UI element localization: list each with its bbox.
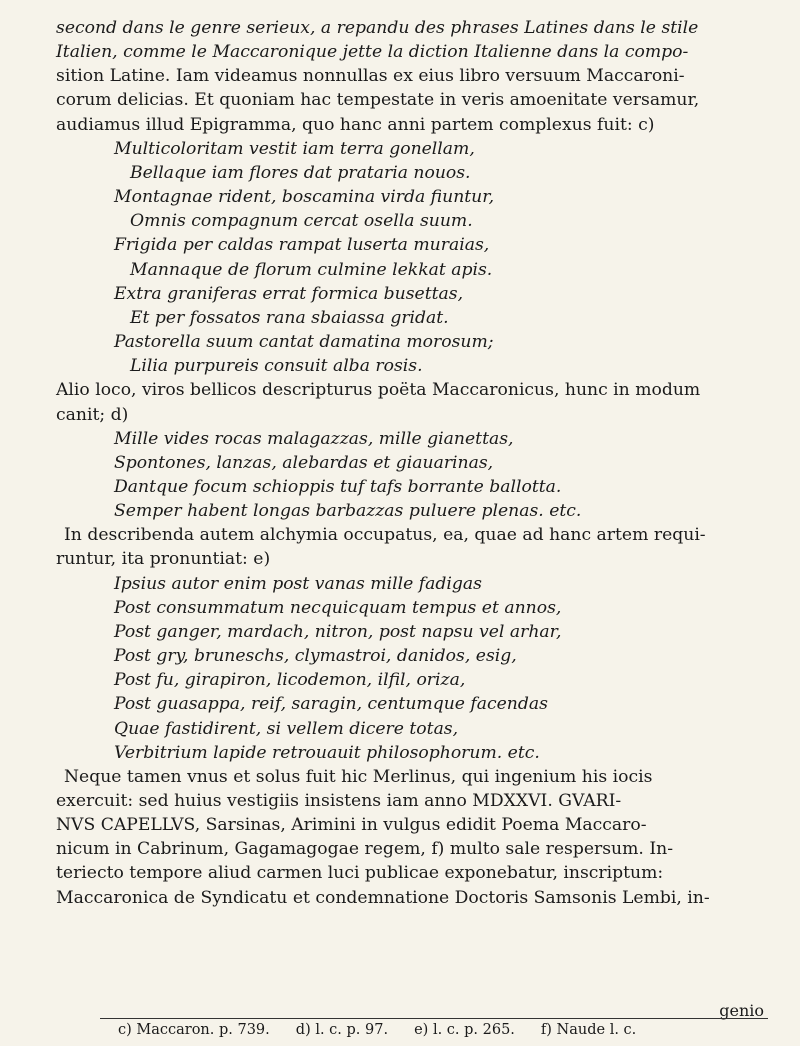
footnote-rule bbox=[100, 1018, 768, 1019]
text-line: nicum in Cabrinum, Gagamagogae regem, f) multo sale respersum. In- bbox=[56, 839, 674, 860]
verse-line: Mille vides rocas malagazzas, mille gianettas, bbox=[114, 428, 514, 449]
text-line: In describenda autem alchymia occupatus, ea, quae ad hanc artem requi- bbox=[64, 525, 706, 546]
verse-line: Pastorella suum cantat damatina morosum; bbox=[114, 332, 494, 353]
verse-line: Montagnae rident, boscamina virda fiuntur, bbox=[114, 187, 495, 208]
footnote-c: c) Maccaron. p. 739. bbox=[118, 1022, 270, 1038]
verse-line: Omnis compagnum cercat osella suum. bbox=[130, 211, 473, 232]
verse-line: Dantque focum schioppis tuf tafs borrante ballotta. bbox=[114, 476, 562, 497]
verse-line: Post guasappa, reif, saragin, centumque facendas bbox=[114, 694, 548, 715]
text-line: exercuit: sed huius vestigiis insistens iam anno MDXXVI. GVARI- bbox=[56, 791, 622, 811]
footnote-d: d) l. c. p. 97. bbox=[295, 1022, 389, 1038]
text-line: audiamus illud Epigramma, quo hanc anni partem complexus fuit: c) bbox=[56, 114, 655, 135]
verse-line: Spontones, lanzas, alebardas et giauarinas, bbox=[114, 452, 494, 473]
verse-line: Lilia purpureis consuit alba rosis. bbox=[130, 356, 423, 377]
verse-line: Et per fossatos rana sbaiassa gridat. bbox=[130, 307, 449, 328]
footnote-e: e) l. c. p. 265. bbox=[414, 1022, 515, 1038]
text-line: second dans le genre serieux, a repandu des phrases Latines dans le stile bbox=[56, 18, 699, 38]
text-line: Alio loco, viros bellicos descripturus poëta Maccaronicus, hunc in modum bbox=[56, 380, 701, 401]
verse-line: Ipsius autor enim post vanas mille fadigas bbox=[114, 573, 482, 594]
text-line: NVS CAPELLVS, Sarsinas, Arimini in vulgus edidit Poema Maccaro- bbox=[56, 815, 647, 836]
verse-line: Post gry, bruneschs, clymastroi, danidos, esig, bbox=[114, 646, 517, 667]
page-text bbox=[56, 16, 766, 910]
text-line: Maccaronica de Syndicatu et condemnatione Doctoris Samsonis Lembi, in- bbox=[56, 887, 710, 908]
text-line: runtur, ita pronuntiat: e) bbox=[56, 549, 271, 570]
text-line: sition Latine. Iam videamus nonnullas ex eius libro versuum Maccaroni- bbox=[56, 66, 685, 87]
verse-line: Quae fastidirent, si vellem dicere totas, bbox=[114, 718, 459, 739]
verse-line: Verbitrium lapide retrouauit philosophorum. etc. bbox=[114, 742, 540, 763]
text-line: Neque tamen vnus et solus fuit hic Merlinus, qui ingenium his iocis bbox=[64, 766, 653, 787]
verse-line: Multicoloritam vestit iam terra gonellam, bbox=[114, 138, 475, 159]
verse-line: Extra graniferas errat formica busettas, bbox=[114, 283, 464, 304]
text-line: corum delicias. Et quoniam hac tempestate in veris amoenitate versamur, bbox=[56, 90, 700, 111]
text-line: canit; d) bbox=[56, 404, 129, 425]
catchword: genio bbox=[719, 1001, 764, 1020]
verse-line: Bellaque iam flores dat prataria nouos. bbox=[130, 162, 471, 183]
verse-line: Mannaque de florum culmine lekkat apis. bbox=[130, 259, 493, 280]
verse-line: Post consummatum necquicquam tempus et annos, bbox=[114, 597, 562, 618]
footnotes bbox=[118, 1020, 778, 1040]
footnote-f: f) Naude l. c. bbox=[540, 1022, 637, 1038]
text-line: Italien, comme le Maccaronique jette la diction Italienne dans la compo- bbox=[56, 42, 689, 63]
verse-line: Frigida per caldas rampat luserta muraias, bbox=[114, 235, 490, 256]
text-line: teriecto tempore aliud carmen luci publicae exponebatur, inscriptum: bbox=[56, 863, 664, 884]
verse-line: Semper habent longas barbazzas puluere plenas. etc. bbox=[114, 501, 582, 522]
verse-line: Post ganger, mardach, nitron, post napsu vel arhar, bbox=[114, 621, 562, 642]
verse-line: Post fu, girapiron, licodemon, ilfil, oriza, bbox=[114, 670, 466, 691]
